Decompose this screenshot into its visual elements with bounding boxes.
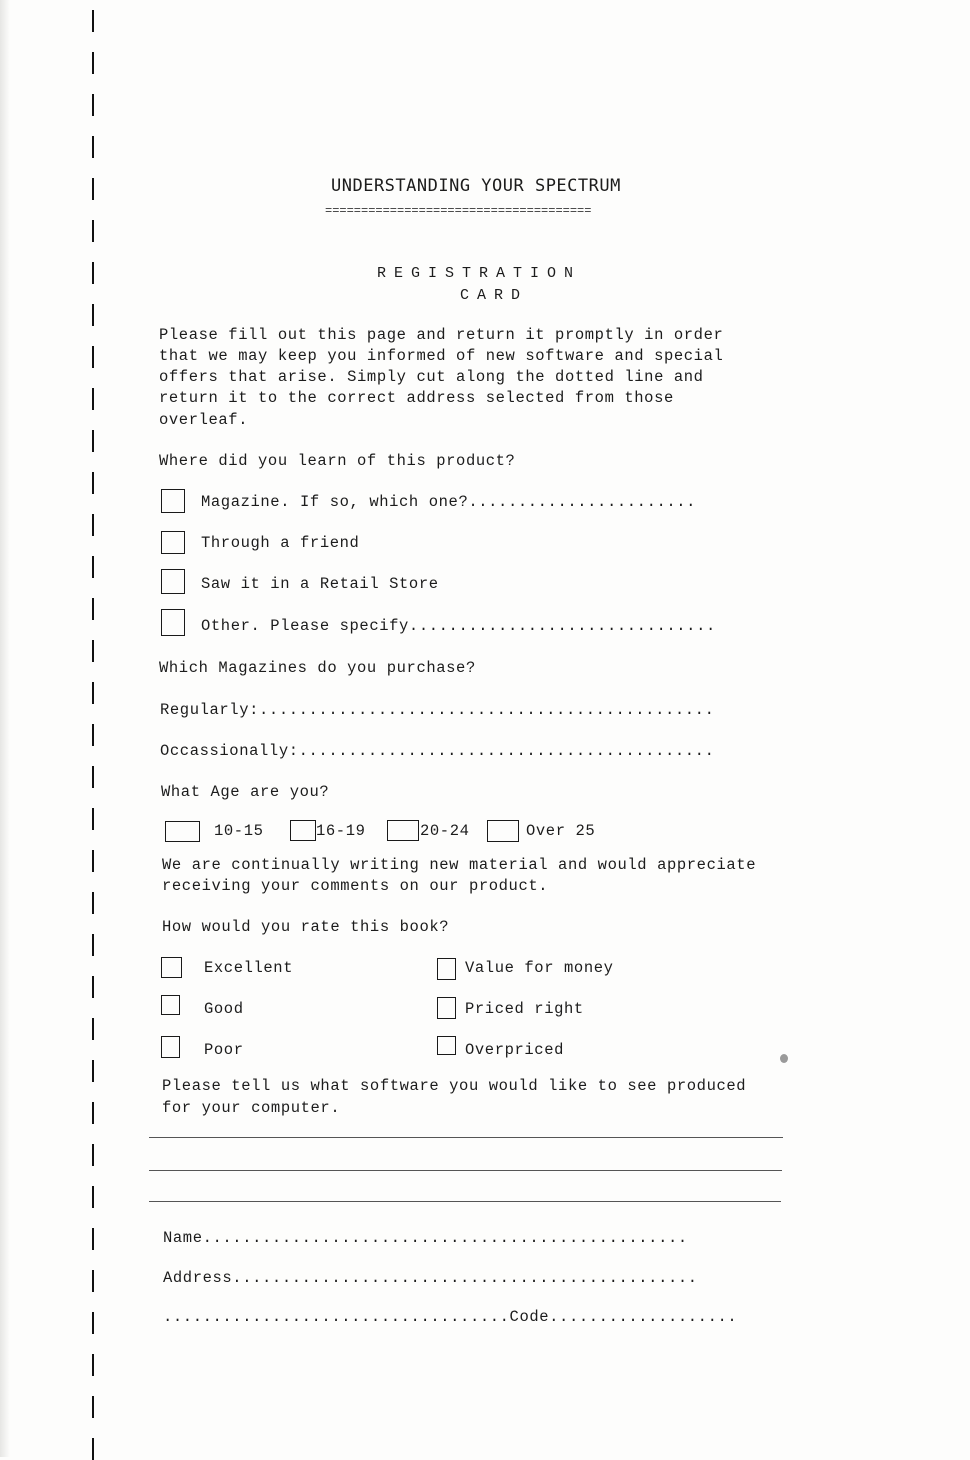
source-question-label: Where did you learn of this product? [159,452,516,470]
overpriced-label: Overpriced [465,1041,565,1059]
cut-dash [92,682,94,704]
other-checkbox[interactable] [161,609,185,636]
poor-label: Poor [204,1041,244,1059]
excellent-label: Excellent [204,959,294,977]
software-line-2: for your computer. [162,1099,341,1117]
magazine-option-label: Magazine. If so, which one?....................... [201,493,697,511]
name-field[interactable]: Name................................................. [163,1229,688,1247]
regularly-field[interactable]: Regularly:.............................................. [160,701,715,719]
cut-dash [92,808,94,830]
priced-right-label: Priced right [465,1000,584,1018]
rating-question-label: How would you rate this book? [162,918,450,936]
priced-right-checkbox[interactable] [437,997,456,1019]
intro-line-4: return it to the correct address selected from those [159,389,674,407]
occasionally-field[interactable]: Occassionally:.......................................... [160,742,715,760]
cut-dash [92,892,94,914]
retail-store-option-label: Saw it in a Retail Store [201,575,439,593]
cut-dash [92,304,94,326]
age-10-15-checkbox[interactable] [165,821,200,842]
address-field[interactable]: Address............................................... [163,1269,698,1287]
cut-dash [92,262,94,284]
cut-dash [92,178,94,200]
cut-dash [92,472,94,494]
intro-line-1: Please fill out this page and return it promptly in order [159,326,724,344]
value-for-money-label: Value for money [465,959,614,977]
cut-dash [92,430,94,452]
ink-speck [780,1054,788,1063]
code-field[interactable]: ...................................Code................... [163,1308,738,1326]
other-option-label: Other. Please specify............................... [201,617,716,635]
overpriced-checkbox[interactable] [437,1036,456,1055]
cut-dash [92,1396,94,1418]
write-in-line-2[interactable] [149,1170,782,1171]
cut-dash [92,1186,94,1208]
friend-option-label: Through a friend [201,534,360,552]
cut-dash [92,1144,94,1166]
age-10-15-label: 10-15 [214,822,264,840]
good-checkbox[interactable] [161,995,180,1015]
value-for-money-checkbox[interactable] [437,958,456,980]
card-heading: CARD [460,287,529,304]
intro-line-5: overleaf. [159,411,249,429]
dotted-cut-line [92,10,98,1450]
age-over-25-label: Over 25 [526,822,596,840]
magazines-question-label: Which Magazines do you purchase? [159,659,476,677]
registration-heading: REGISTRATION [377,265,582,282]
cut-dash [92,1312,94,1334]
page-title: UNDERSTANDING YOUR SPECTRUM [331,176,621,196]
age-20-24-checkbox[interactable] [387,820,419,841]
cut-dash [92,766,94,788]
cut-dash [92,1354,94,1376]
cut-dash [92,1018,94,1040]
cut-dash [92,388,94,410]
cut-dash [92,598,94,620]
cut-dash [92,514,94,536]
page-edge-shadow [0,0,10,1457]
write-in-line-3[interactable] [149,1201,781,1202]
age-question-label: What Age are you? [161,783,330,801]
write-in-line-1[interactable] [149,1137,783,1138]
cut-dash [92,850,94,872]
intro-line-2: that we may keep you informed of new software and special [159,347,724,365]
cut-dash [92,556,94,578]
cut-dash [92,10,94,32]
magazine-checkbox[interactable] [161,489,185,513]
cut-dash [92,1102,94,1124]
cut-dash [92,346,94,368]
comments-line-1: We are continually writing new material and would appreciate [162,856,757,874]
age-16-19-label: 16-19 [316,822,366,840]
age-20-24-label: 20-24 [420,822,470,840]
excellent-checkbox[interactable] [161,957,182,978]
cut-dash [92,1270,94,1292]
cut-dash [92,1228,94,1250]
age-16-19-checkbox[interactable] [290,820,316,841]
cut-dash [92,220,94,242]
poor-checkbox[interactable] [161,1036,180,1058]
friend-checkbox[interactable] [161,531,185,554]
comments-line-2: receiving your comments on our product. [162,877,549,895]
good-label: Good [204,1000,244,1018]
title-underline: ===================================== [325,204,592,218]
cut-dash [92,640,94,662]
retail-store-checkbox[interactable] [161,569,185,594]
intro-line-3: offers that arise. Simply cut along the dotted line and [159,368,704,386]
cut-dash [92,976,94,998]
cut-dash [92,1060,94,1082]
cut-dash [92,136,94,158]
cut-dash [92,94,94,116]
cut-dash [92,934,94,956]
cut-dash [92,724,94,746]
cut-dash [92,52,94,74]
software-line-1: Please tell us what software you would like to see produced [162,1077,747,1095]
age-over-25-checkbox[interactable] [487,820,519,842]
